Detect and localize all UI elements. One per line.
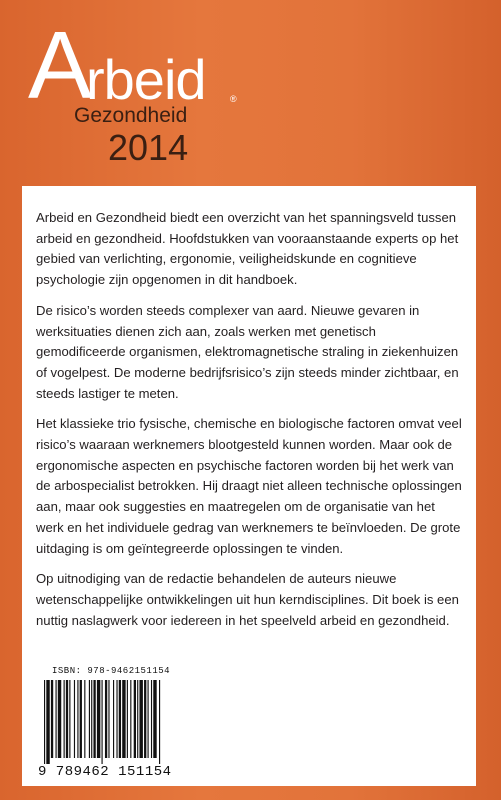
registered-mark: ® — [230, 94, 237, 104]
title-rest: rbeid — [86, 48, 206, 111]
description-text — [36, 208, 466, 641]
description-paragraph-4: Op uitnodiging van de redactie behandelen de auteurs nieuwe wetenschappelijke ontwikkelingen uit hun kerndisciplines. Dit boek is een nuttig naslagwerk voor iedereen in het speelveld arbeid en gezondheid. — [36, 571, 459, 628]
cover-year: 2014 — [108, 127, 189, 168]
title-first-letter: A — [28, 12, 93, 119]
barcode-bars — [42, 680, 192, 764]
cover-title — [28, 12, 248, 168]
description-paragraph-1: Arbeid en Gezondheid biedt een overzicht van het spanningsveld tussen arbeid en gezondheid. Hoofdstukken van vooraanstaande experts op het gebied van verlichting, ergonomie, veiligheidskunde en cognitieve psychologie zijn opgenomen in dit handboek. — [36, 210, 459, 288]
cover-subtitle: Gezondheid — [74, 104, 188, 127]
description-paragraph-3: Het klassieke trio fysische, chemische en biologische factoren omvat veel risico’s waaraan werknemers blootgesteld kunnen worden. Maar ook de ergonomische aspecten en psychische factoren worden bij het werk van de arbospecialist betrokken. Hij draagt niet alleen technische oplossingen aan, maar ook suggesties en maatregelen om de organisatie van het werk en het individuele gedrag van werknemers te beïnvloeden. De grote uitdaging is om geïntegreerde oplossingen te vinden. — [36, 416, 462, 556]
barcode-digits: 9 789462 151154 — [38, 764, 172, 780]
barcode — [28, 666, 208, 784]
description-paragraph-2: De risico’s worden steeds complexer van aard. Nieuwe gevaren in werksituaties dienen zich aan, zoals werken met genetisch gemodificeerde organismen, elektromagnetische straling in ziekenhuizen of vogelpest. De moderne bedrijfsrisico’s zijn steeds minder zichtbaar, en steeds lastiger te meten. — [36, 302, 459, 401]
description-panel — [22, 186, 476, 786]
isbn-label: ISBN: 978-9462151154 — [52, 666, 171, 676]
